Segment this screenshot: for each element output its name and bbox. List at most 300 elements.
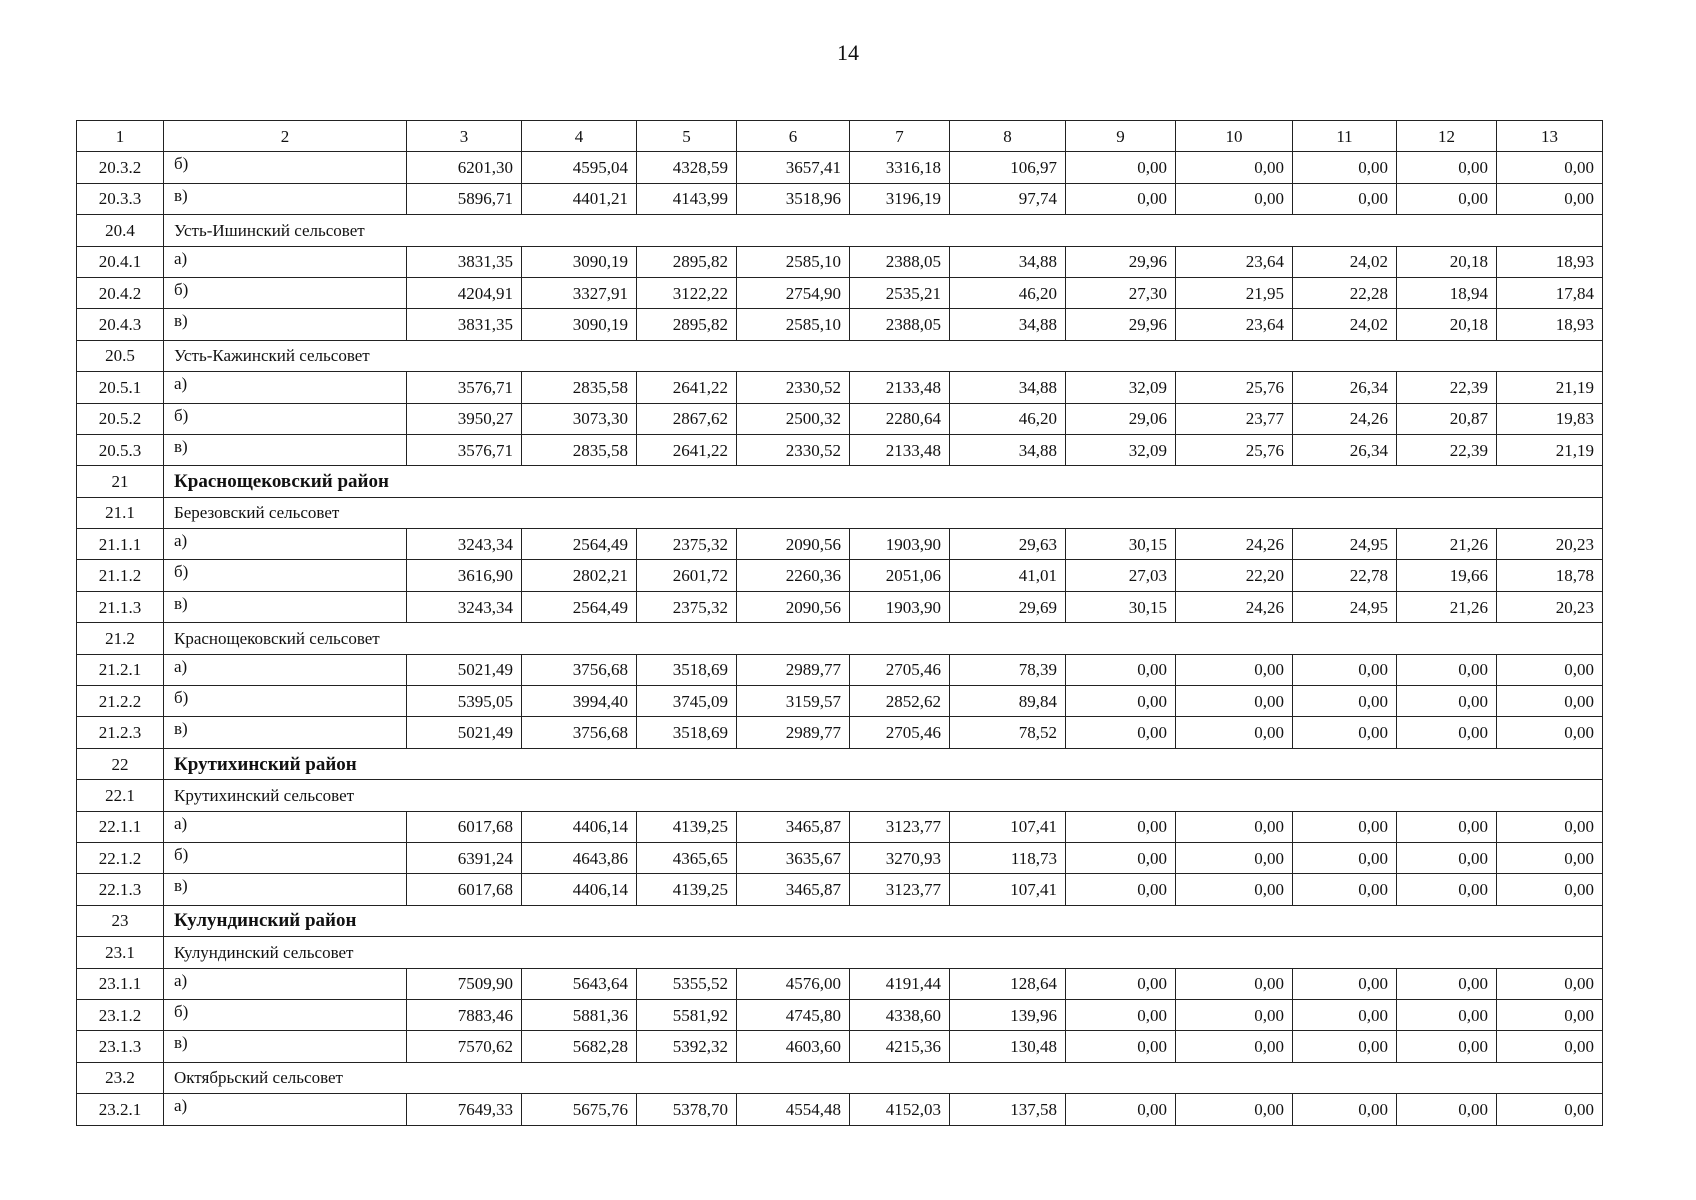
row-number: 21.2.1 (77, 654, 164, 685)
value-cell: 2090,56 (737, 591, 850, 622)
value-cell: 0,00 (1293, 654, 1397, 685)
value-cell: 5021,49 (407, 717, 522, 748)
table-row (77, 1094, 1603, 1125)
value-cell: 2601,72 (637, 560, 737, 591)
value-cell: 24,95 (1293, 529, 1397, 560)
value-cell: 2852,62 (850, 686, 950, 717)
value-cell: 29,69 (950, 591, 1066, 622)
subsection-name: Кулундинский сельсовет (164, 937, 1603, 968)
value-cell: 5675,76 (522, 1094, 637, 1125)
value-cell: 5643,64 (522, 968, 637, 999)
value-cell: 19,66 (1397, 560, 1497, 591)
column-header: 10 (1176, 121, 1293, 152)
value-cell: 3518,96 (737, 183, 850, 214)
table-row (77, 654, 1603, 685)
table-row (77, 529, 1603, 560)
row-label: в) (164, 434, 407, 465)
value-cell: 46,20 (950, 277, 1066, 308)
value-cell: 0,00 (1497, 152, 1603, 183)
value-cell: 2090,56 (737, 529, 850, 560)
value-cell: 0,00 (1397, 999, 1497, 1030)
row-number: 20.5.2 (77, 403, 164, 434)
value-cell: 3243,34 (407, 591, 522, 622)
value-cell: 3465,87 (737, 874, 850, 905)
value-cell: 3994,40 (522, 686, 637, 717)
subsection-row (77, 340, 1603, 371)
value-cell: 0,00 (1176, 152, 1293, 183)
value-cell: 2989,77 (737, 654, 850, 685)
value-cell: 0,00 (1176, 874, 1293, 905)
value-cell: 2330,52 (737, 372, 850, 403)
row-label: б) (164, 842, 407, 873)
value-cell: 0,00 (1293, 717, 1397, 748)
region-row (77, 905, 1603, 936)
value-cell: 0,00 (1176, 968, 1293, 999)
value-cell: 18,93 (1497, 309, 1603, 340)
value-cell: 0,00 (1293, 999, 1397, 1030)
value-cell: 6201,30 (407, 152, 522, 183)
value-cell: 2641,22 (637, 434, 737, 465)
subsection-name: Березовский сельсовет (164, 497, 1603, 528)
value-cell: 107,41 (950, 811, 1066, 842)
value-cell: 107,41 (950, 874, 1066, 905)
value-cell: 2895,82 (637, 246, 737, 277)
value-cell: 2500,32 (737, 403, 850, 434)
column-header: 9 (1066, 121, 1176, 152)
value-cell: 29,96 (1066, 246, 1176, 277)
row-label: б) (164, 403, 407, 434)
row-label: а) (164, 968, 407, 999)
value-cell: 18,94 (1397, 277, 1497, 308)
column-header: 12 (1397, 121, 1497, 152)
value-cell: 78,52 (950, 717, 1066, 748)
value-cell: 137,58 (950, 1094, 1066, 1125)
subsection-name: Октябрьский сельсовет (164, 1062, 1603, 1093)
table-row (77, 309, 1603, 340)
value-cell: 30,15 (1066, 529, 1176, 560)
value-cell: 0,00 (1293, 968, 1397, 999)
value-cell: 4406,14 (522, 874, 637, 905)
value-cell: 0,00 (1497, 999, 1603, 1030)
value-cell: 2388,05 (850, 246, 950, 277)
column-header: 7 (850, 121, 950, 152)
subsection-row (77, 937, 1603, 968)
value-cell: 4603,60 (737, 1031, 850, 1062)
value-cell: 0,00 (1293, 686, 1397, 717)
value-cell: 2133,48 (850, 372, 950, 403)
value-cell: 25,76 (1176, 434, 1293, 465)
value-cell: 3270,93 (850, 842, 950, 873)
column-header: 1 (77, 121, 164, 152)
row-label: в) (164, 1031, 407, 1062)
value-cell: 0,00 (1176, 811, 1293, 842)
value-cell: 21,26 (1397, 591, 1497, 622)
value-cell: 3327,91 (522, 277, 637, 308)
value-cell: 0,00 (1293, 183, 1397, 214)
value-cell: 2705,46 (850, 654, 950, 685)
value-cell: 4191,44 (850, 968, 950, 999)
table-row (77, 277, 1603, 308)
value-cell: 0,00 (1497, 811, 1603, 842)
value-cell: 0,00 (1397, 152, 1497, 183)
value-cell: 0,00 (1176, 717, 1293, 748)
value-cell: 106,97 (950, 152, 1066, 183)
value-cell: 0,00 (1066, 152, 1176, 183)
row-label: б) (164, 686, 407, 717)
row-number: 20.4 (77, 215, 164, 246)
row-label: а) (164, 246, 407, 277)
value-cell: 3950,27 (407, 403, 522, 434)
value-cell: 3576,71 (407, 434, 522, 465)
value-cell: 0,00 (1497, 183, 1603, 214)
table-row (77, 874, 1603, 905)
value-cell: 0,00 (1176, 183, 1293, 214)
row-number: 23.2 (77, 1062, 164, 1093)
row-number: 20.4.1 (77, 246, 164, 277)
value-cell: 0,00 (1066, 717, 1176, 748)
value-cell: 0,00 (1293, 811, 1397, 842)
value-cell: 6391,24 (407, 842, 522, 873)
value-cell: 2535,21 (850, 277, 950, 308)
value-cell: 4643,86 (522, 842, 637, 873)
value-cell: 24,02 (1293, 246, 1397, 277)
row-number: 21.2 (77, 623, 164, 654)
value-cell: 3635,67 (737, 842, 850, 873)
table-row (77, 842, 1603, 873)
subsection-name: Краснощековский сельсовет (164, 623, 1603, 654)
value-cell: 2641,22 (637, 372, 737, 403)
value-cell: 22,28 (1293, 277, 1397, 308)
column-header: 4 (522, 121, 637, 152)
value-cell: 0,00 (1397, 717, 1497, 748)
row-label: б) (164, 277, 407, 308)
value-cell: 2564,49 (522, 529, 637, 560)
value-cell: 4745,80 (737, 999, 850, 1030)
header-row (77, 121, 1603, 152)
value-cell: 3090,19 (522, 309, 637, 340)
value-cell: 130,48 (950, 1031, 1066, 1062)
value-cell: 3090,19 (522, 246, 637, 277)
value-cell: 0,00 (1066, 183, 1176, 214)
value-cell: 0,00 (1066, 686, 1176, 717)
value-cell: 3196,19 (850, 183, 950, 214)
column-header: 11 (1293, 121, 1397, 152)
value-cell: 5682,28 (522, 1031, 637, 1062)
value-cell: 0,00 (1397, 686, 1497, 717)
value-cell: 2835,58 (522, 434, 637, 465)
table-row (77, 152, 1603, 183)
value-cell: 78,39 (950, 654, 1066, 685)
region-name: Кулундинский район (164, 905, 1603, 936)
value-cell: 34,88 (950, 309, 1066, 340)
row-number: 20.5 (77, 340, 164, 371)
table-row (77, 372, 1603, 403)
value-cell: 0,00 (1176, 842, 1293, 873)
value-cell: 34,88 (950, 434, 1066, 465)
value-cell: 0,00 (1497, 842, 1603, 873)
value-cell: 18,78 (1497, 560, 1603, 591)
value-cell: 4139,25 (637, 811, 737, 842)
value-cell: 3159,57 (737, 686, 850, 717)
value-cell: 7649,33 (407, 1094, 522, 1125)
table-row (77, 246, 1603, 277)
value-cell: 20,87 (1397, 403, 1497, 434)
row-number: 21.1.3 (77, 591, 164, 622)
region-name: Крутихинский район (164, 748, 1603, 779)
value-cell: 89,84 (950, 686, 1066, 717)
row-label: б) (164, 560, 407, 591)
value-cell: 0,00 (1293, 1094, 1397, 1125)
value-cell: 3243,34 (407, 529, 522, 560)
value-cell: 2260,36 (737, 560, 850, 591)
subsection-name: Усть-Ишинский сельсовет (164, 215, 1603, 246)
value-cell: 20,18 (1397, 246, 1497, 277)
row-number: 20.4.3 (77, 309, 164, 340)
row-label: а) (164, 654, 407, 685)
page-number: 14 (837, 40, 859, 65)
value-cell: 0,00 (1066, 968, 1176, 999)
value-cell: 3657,41 (737, 152, 850, 183)
value-cell: 128,64 (950, 968, 1066, 999)
value-cell: 24,95 (1293, 591, 1397, 622)
value-cell: 23,77 (1176, 403, 1293, 434)
value-cell: 0,00 (1066, 1094, 1176, 1125)
row-number: 23 (77, 905, 164, 936)
value-cell: 0,00 (1176, 1031, 1293, 1062)
row-number: 20.3.2 (77, 152, 164, 183)
column-header: 13 (1497, 121, 1603, 152)
value-cell: 3745,09 (637, 686, 737, 717)
value-cell: 0,00 (1497, 1031, 1603, 1062)
value-cell: 2375,32 (637, 591, 737, 622)
subsection-name: Усть-Кажинский сельсовет (164, 340, 1603, 371)
value-cell: 0,00 (1397, 1031, 1497, 1062)
value-cell: 18,93 (1497, 246, 1603, 277)
value-cell: 4204,91 (407, 277, 522, 308)
value-cell: 46,20 (950, 403, 1066, 434)
table-row (77, 434, 1603, 465)
table-row (77, 560, 1603, 591)
row-number: 21.2.3 (77, 717, 164, 748)
value-cell: 0,00 (1397, 968, 1497, 999)
value-cell: 0,00 (1497, 717, 1603, 748)
value-cell: 0,00 (1497, 968, 1603, 999)
row-label: в) (164, 591, 407, 622)
value-cell: 3831,35 (407, 246, 522, 277)
row-label: б) (164, 999, 407, 1030)
row-label: а) (164, 372, 407, 403)
value-cell: 2754,90 (737, 277, 850, 308)
value-cell: 118,73 (950, 842, 1066, 873)
value-cell: 6017,68 (407, 811, 522, 842)
value-cell: 4139,25 (637, 874, 737, 905)
value-cell: 5392,32 (637, 1031, 737, 1062)
subsection-row (77, 623, 1603, 654)
row-number: 23.1.2 (77, 999, 164, 1030)
value-cell: 0,00 (1293, 842, 1397, 873)
region-row (77, 748, 1603, 779)
value-cell: 2388,05 (850, 309, 950, 340)
value-cell: 27,03 (1066, 560, 1176, 591)
value-cell: 5378,70 (637, 1094, 737, 1125)
row-number: 23.1.3 (77, 1031, 164, 1062)
value-cell: 3122,22 (637, 277, 737, 308)
value-cell: 1903,90 (850, 591, 950, 622)
row-number: 22.1 (77, 780, 164, 811)
value-cell: 0,00 (1176, 999, 1293, 1030)
value-cell: 0,00 (1397, 1094, 1497, 1125)
value-cell: 5581,92 (637, 999, 737, 1030)
column-header: 6 (737, 121, 850, 152)
row-label: а) (164, 811, 407, 842)
row-number: 21.1.2 (77, 560, 164, 591)
value-cell: 4406,14 (522, 811, 637, 842)
row-number: 22.1.3 (77, 874, 164, 905)
value-cell: 2835,58 (522, 372, 637, 403)
value-cell: 4554,48 (737, 1094, 850, 1125)
value-cell: 26,34 (1293, 434, 1397, 465)
value-cell: 0,00 (1066, 654, 1176, 685)
row-number: 22 (77, 748, 164, 779)
value-cell: 2133,48 (850, 434, 950, 465)
value-cell: 20,18 (1397, 309, 1497, 340)
value-cell: 19,83 (1497, 403, 1603, 434)
value-cell: 97,74 (950, 183, 1066, 214)
subsection-row (77, 497, 1603, 528)
value-cell: 2867,62 (637, 403, 737, 434)
table-row (77, 811, 1603, 842)
value-cell: 3756,68 (522, 717, 637, 748)
row-number: 22.1.2 (77, 842, 164, 873)
value-cell: 2585,10 (737, 309, 850, 340)
value-cell: 0,00 (1397, 811, 1497, 842)
value-cell: 29,06 (1066, 403, 1176, 434)
value-cell: 0,00 (1176, 654, 1293, 685)
value-cell: 22,39 (1397, 434, 1497, 465)
value-cell: 21,19 (1497, 434, 1603, 465)
table-row (77, 591, 1603, 622)
value-cell: 32,09 (1066, 372, 1176, 403)
value-cell: 0,00 (1497, 654, 1603, 685)
value-cell: 0,00 (1293, 1031, 1397, 1062)
value-cell: 0,00 (1066, 811, 1176, 842)
value-cell: 24,02 (1293, 309, 1397, 340)
row-label: в) (164, 874, 407, 905)
value-cell: 3073,30 (522, 403, 637, 434)
value-cell: 27,30 (1066, 277, 1176, 308)
value-cell: 4365,65 (637, 842, 737, 873)
table-row (77, 968, 1603, 999)
column-header: 2 (164, 121, 407, 152)
value-cell: 3518,69 (637, 717, 737, 748)
value-cell: 24,26 (1176, 591, 1293, 622)
table-row (77, 183, 1603, 214)
row-number: 20.3.3 (77, 183, 164, 214)
value-cell: 5021,49 (407, 654, 522, 685)
value-cell: 3576,71 (407, 372, 522, 403)
subsection-row (77, 780, 1603, 811)
value-cell: 32,09 (1066, 434, 1176, 465)
value-cell: 5395,05 (407, 686, 522, 717)
value-cell: 34,88 (950, 246, 1066, 277)
value-cell: 0,00 (1176, 686, 1293, 717)
value-cell: 0,00 (1397, 183, 1497, 214)
value-cell: 3831,35 (407, 309, 522, 340)
region-row (77, 466, 1603, 497)
row-label: а) (164, 1094, 407, 1125)
row-label: в) (164, 183, 407, 214)
value-cell: 0,00 (1066, 999, 1176, 1030)
value-cell: 4152,03 (850, 1094, 950, 1125)
value-cell: 41,01 (950, 560, 1066, 591)
value-cell: 23,64 (1176, 309, 1293, 340)
value-cell: 3465,87 (737, 811, 850, 842)
value-cell: 0,00 (1497, 874, 1603, 905)
value-cell: 4328,59 (637, 152, 737, 183)
row-label: в) (164, 717, 407, 748)
value-cell: 2330,52 (737, 434, 850, 465)
subsection-row (77, 1062, 1603, 1093)
value-cell: 0,00 (1176, 1094, 1293, 1125)
value-cell: 17,84 (1497, 277, 1603, 308)
row-number: 20.5.3 (77, 434, 164, 465)
value-cell: 3316,18 (850, 152, 950, 183)
row-number: 21.1.1 (77, 529, 164, 560)
value-cell: 3756,68 (522, 654, 637, 685)
table-row (77, 403, 1603, 434)
value-cell: 4401,21 (522, 183, 637, 214)
value-cell: 22,78 (1293, 560, 1397, 591)
row-number: 22.1.1 (77, 811, 164, 842)
value-cell: 3616,90 (407, 560, 522, 591)
value-cell: 4576,00 (737, 968, 850, 999)
value-cell: 2705,46 (850, 717, 950, 748)
row-number: 23.2.1 (77, 1094, 164, 1125)
value-cell: 3123,77 (850, 874, 950, 905)
row-label: в) (164, 309, 407, 340)
value-cell: 29,63 (950, 529, 1066, 560)
value-cell: 0,00 (1397, 654, 1497, 685)
row-number: 21.2.2 (77, 686, 164, 717)
row-label: а) (164, 529, 407, 560)
row-number: 20.4.2 (77, 277, 164, 308)
row-number: 23.1 (77, 937, 164, 968)
value-cell: 30,15 (1066, 591, 1176, 622)
value-cell: 21,26 (1397, 529, 1497, 560)
value-cell: 20,23 (1497, 591, 1603, 622)
table-row (77, 686, 1603, 717)
value-cell: 2802,21 (522, 560, 637, 591)
row-label: б) (164, 152, 407, 183)
value-cell: 0,00 (1397, 842, 1497, 873)
value-cell: 4595,04 (522, 152, 637, 183)
column-header: 8 (950, 121, 1066, 152)
subsection-row (77, 215, 1603, 246)
value-cell: 4143,99 (637, 183, 737, 214)
row-number: 23.1.1 (77, 968, 164, 999)
value-cell: 22,39 (1397, 372, 1497, 403)
value-cell: 26,34 (1293, 372, 1397, 403)
value-cell: 2375,32 (637, 529, 737, 560)
value-cell: 5896,71 (407, 183, 522, 214)
value-cell: 25,76 (1176, 372, 1293, 403)
column-header: 3 (407, 121, 522, 152)
value-cell: 2585,10 (737, 246, 850, 277)
value-cell: 7570,62 (407, 1031, 522, 1062)
value-cell: 139,96 (950, 999, 1066, 1030)
table-row (77, 999, 1603, 1030)
value-cell: 22,20 (1176, 560, 1293, 591)
